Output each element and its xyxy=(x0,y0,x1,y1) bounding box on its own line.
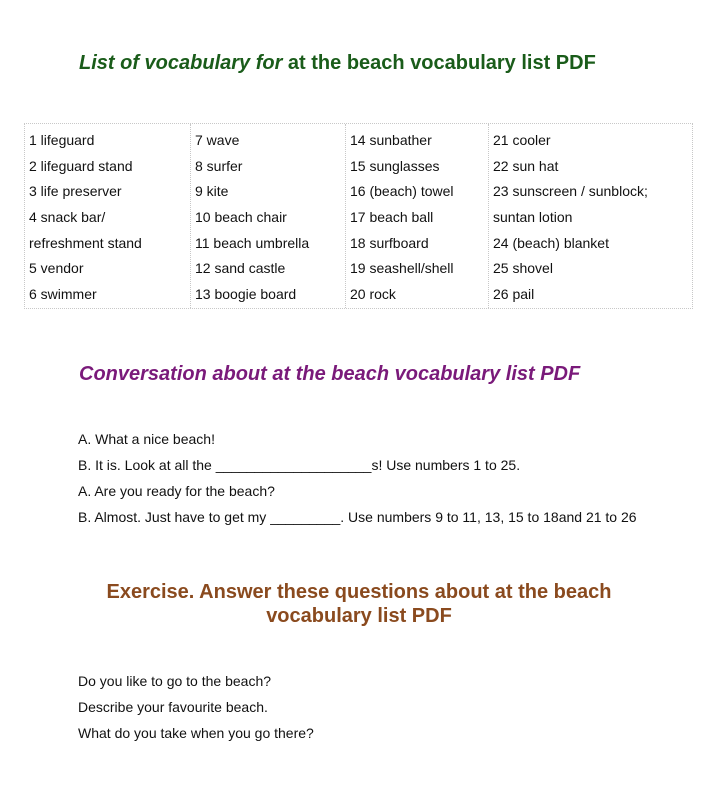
vocabulary-item: 20 rock xyxy=(350,286,396,303)
conversation-line: A. What a nice beach! xyxy=(78,431,215,447)
vocabulary-table xyxy=(24,123,693,309)
exercise-heading xyxy=(0,580,718,628)
vocabulary-item: 7 wave xyxy=(195,132,240,148)
vocabulary-item: 2 lifeguard stand xyxy=(29,157,133,174)
exercise-question: Do you like to go to the beach? xyxy=(78,673,272,689)
vocabulary-item: 22 sun hat xyxy=(493,157,559,174)
vocabulary-item: 5 vendor xyxy=(29,260,84,277)
conversation-heading: Conversation about at the beach vocabulary list PDF xyxy=(79,363,581,385)
vocabulary-item: 12 sand castle xyxy=(195,260,286,277)
vocabulary-item: 19 seashell/shell xyxy=(350,260,454,277)
vocabulary-item: 6 swimmer xyxy=(29,286,97,303)
vocabulary-item: 16 (beach) towel xyxy=(350,183,454,200)
vocabulary-item: 13 boogie board xyxy=(195,286,297,303)
vocabulary-item: 3 life preserver xyxy=(29,183,122,200)
vocabulary-heading xyxy=(79,52,596,75)
vocabulary-item: 14 sunbather xyxy=(350,132,432,148)
vocabulary-item: 10 beach chair xyxy=(195,209,287,226)
vocabulary-item: 9 kite xyxy=(195,183,229,200)
vocabulary-item: 17 beach ball xyxy=(350,209,434,226)
vocabulary-item: refreshment stand xyxy=(29,234,142,251)
conversation-line: B. Almost. Just have to get my _________. Use numbers 9 to 11, 13, 15 to 18and 21 to 26 xyxy=(78,509,637,525)
vocabulary-item: 8 surfer xyxy=(195,157,243,174)
vocabulary-item: 23 sunscreen / sunblock; xyxy=(493,183,648,200)
exercise-heading-text: Exercise. Answer these questions about at the beach vocabulary list PDF xyxy=(106,581,612,627)
vocabulary-item: 25 shovel xyxy=(493,260,553,277)
exercise-question: Describe your favourite beach. xyxy=(78,699,268,715)
vocabulary-item: 4 snack bar/ xyxy=(29,209,106,226)
vocabulary-item: 11 beach umbrella xyxy=(195,234,310,251)
conversation-line: A. Are you ready for the beach? xyxy=(78,483,275,499)
vocabulary-column-3 xyxy=(346,124,489,308)
vocabulary-item: suntan lotion xyxy=(493,209,573,226)
vocabulary-item: 1 lifeguard xyxy=(29,132,95,148)
vocabulary-item: 21 cooler xyxy=(493,132,551,148)
vocabulary-heading-italic: List of vocabulary for xyxy=(79,52,283,74)
vocabulary-column-1 xyxy=(25,124,191,308)
vocabulary-heading-rest: at the beach vocabulary list PDF xyxy=(282,52,596,74)
exercise-question: What do you take when you go there? xyxy=(78,725,314,741)
vocabulary-item: 18 surfboard xyxy=(350,234,429,251)
vocabulary-column-2 xyxy=(191,124,346,308)
exercise-questions xyxy=(78,672,314,750)
conversation xyxy=(78,430,658,534)
vocabulary-column-4 xyxy=(489,124,692,308)
vocabulary-item: 15 sunglasses xyxy=(350,157,440,174)
vocabulary-item: 24 (beach) blanket xyxy=(493,234,609,251)
vocabulary-item: 26 pail xyxy=(493,286,535,303)
conversation-line: B. It is. Look at all the ____________________s! Use numbers 1 to 25. xyxy=(78,457,521,473)
